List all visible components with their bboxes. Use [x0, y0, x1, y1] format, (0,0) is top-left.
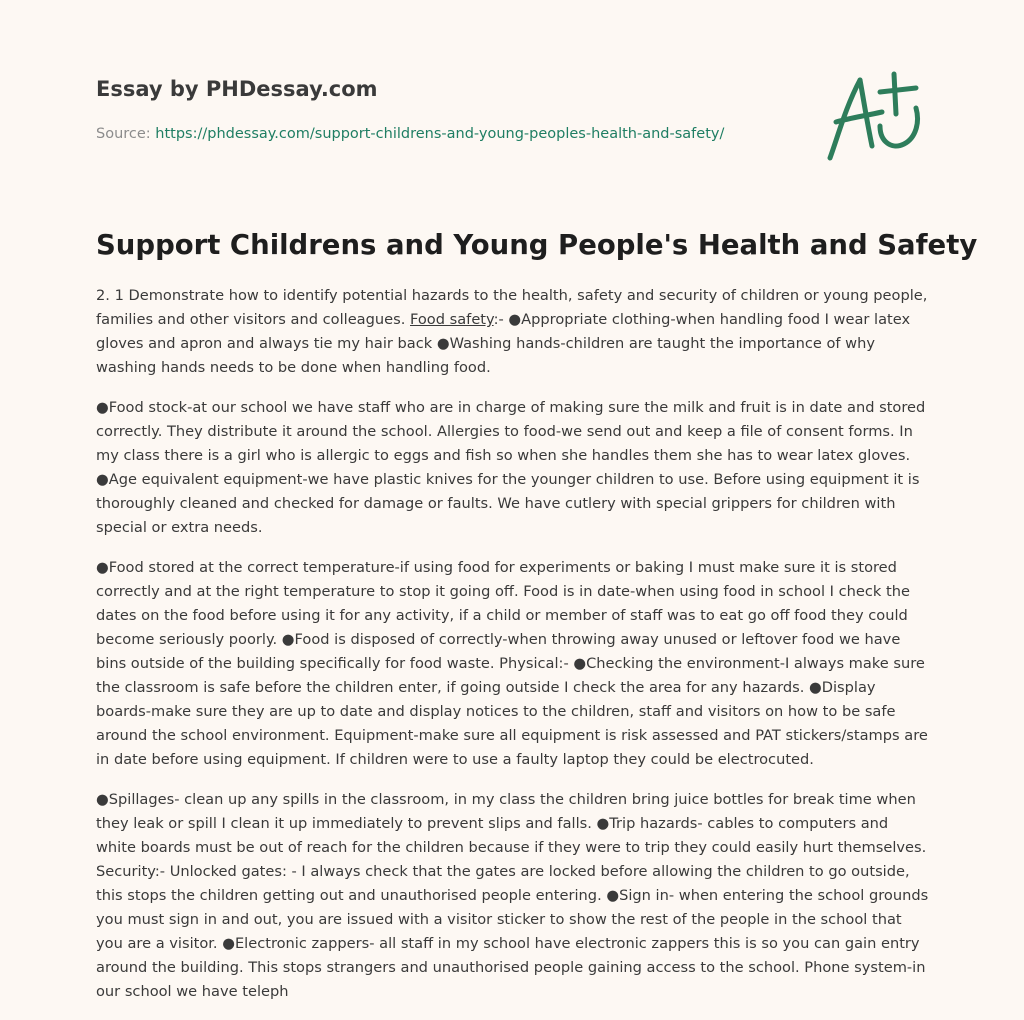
source-label: Source: — [96, 126, 156, 142]
source-link[interactable]: https://phdessay.com/support-childrens-and-young-peoples-health-and-safety/ — [155, 126, 725, 142]
source-line — [96, 124, 796, 144]
essay-title: Support Childrens and Young People's Health and Safety — [96, 229, 978, 261]
site-title: Essay by PHDessay.com — [96, 77, 378, 101]
paragraph-1 — [96, 284, 932, 380]
paragraph-1-rest: :- ●Appropriate clothing-when handling food I wear latex gloves and apron and always tie my hair back ●Washing hands-children are taught the importance of why washing hands needs to be done when handling food. — [96, 311, 911, 376]
paragraph-1-intro: 2. 1 Demonstrate how to identify potential hazards to the health, safety and security of children or young people, families and other visitors and colleagues. — [96, 287, 928, 328]
paragraph-4: ●Spillages- clean up any spills in the classroom, in my class the children bring juice bottles for break time when they leak or spill I clean it up immediately to prevent slips and falls. ●Trip hazards- cables to computers and white boards must be out of reach for the children because if they were to trip they could easily hurt themselves. Security:- Unlocked gates: - I always check that the gates are locked before allowing the children to go outside, this stops the children getting out and unauthorised people entering. ●Sign in- when entering the school grounds you must sign in and out, you are issued with a visitor sticker to show the rest of the people in the school that you are a visitor. ●Electronic zappers- all staff in my school have electronic zappers this is so you can gain entry around the building. This stops strangers and unauthorised people gaining access to the school. Phone system-in our school we have teleph — [96, 791, 929, 1000]
essay-body — [96, 284, 932, 1020]
paragraph-3: ●Food stored at the correct temperature-if using food for experiments or baking I must make sure it is stored correctly and at the right temperature to stop it going off. Food is in date-when using food in school I check the dates on the food before using it for any activity, if a child or member of staff was to eat go off food they could become seriously poorly. ●Food is disposed of correctly-when throwing away unused or leftover food we have bins outside of the building specifically for food waste. Physical:- ●Checking the environment-I always make sure the classroom is safe before the children enter, if going outside I check the area for any hazards. ●Display boards-make sure they are up to date and display notices to the children, staff and visitors on how to be safe around the school environment. Equipment-make sure all equipment is risk assessed and PAT stickers/stamps are in date before using equipment. If children were to use a faulty laptop they could be electrocuted. — [96, 559, 928, 768]
paragraph-2: ●Food stock-at our school we have staff who are in charge of making sure the milk and fruit is in date and stored correctly. They distribute it around the school. Allergies to food-we send out and keep a file of consent forms. In my class there is a girl who is allergic to eggs and fish so when she handles them she has to wear latex gloves. ●Age equivalent equipment-we have plastic knives for the younger children to use. Before using equipment it is thoroughly cleaned and checked for damage or faults. We have cutlery with special grippers for children with special or extra needs. — [96, 399, 926, 536]
food-safety-link[interactable]: Food safety — [410, 311, 494, 328]
a-plus-grade-icon — [820, 66, 930, 166]
page-header — [96, 74, 796, 144]
